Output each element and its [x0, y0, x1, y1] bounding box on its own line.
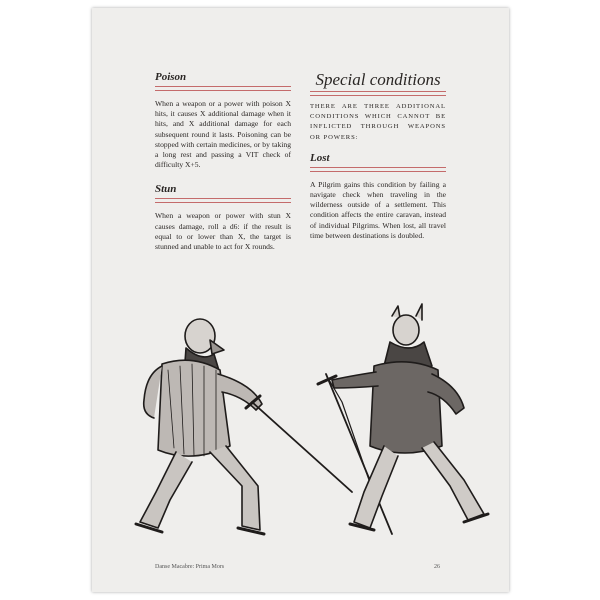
footer-book-title: Danse Macabre: Prima Mors	[155, 564, 225, 570]
book-page	[92, 8, 509, 592]
pilgrim-right-leg	[422, 442, 484, 520]
pilgrim-left-arm	[332, 372, 378, 388]
knight-figure	[136, 319, 264, 534]
pilgrim-head	[393, 315, 419, 345]
special-conditions-heading: Special conditions	[315, 70, 441, 89]
pilgrim-tunic	[370, 362, 442, 453]
poison-heading: Poison	[155, 71, 187, 83]
duel-illustration	[92, 296, 509, 548]
poison-divider	[155, 86, 291, 91]
knight-sword	[252, 402, 352, 492]
special-conditions-divider	[310, 91, 446, 96]
poison-paragraph: When a weapon or a power with poison X hits, it causes X additional damage when it hits, and X additional damage for each subsequent round it lasts. Poisoning can be stopped with certain medicines, or by taking a long rest and passing a VIT check of difficulty X+5.	[155, 99, 291, 170]
stun-paragraph: When a weapon or power with stun X causes damage, roll a d6: if the result is equal to or lower than X, the target is stunned and unable to act for X rounds.	[155, 211, 291, 252]
left-column	[155, 70, 291, 264]
knight-left-leg	[140, 452, 192, 528]
stun-heading: Stun	[155, 183, 177, 196]
special-conditions-intro: THERE ARE THREE ADDITIONAL CONDITIONS WHICH CANNOT BE INFLICTED THROUGH WEAPONS OR POWERS:	[310, 103, 446, 141]
knight-face	[210, 340, 224, 354]
stun-divider	[155, 198, 291, 203]
knight-right-leg	[210, 446, 260, 530]
lost-paragraph: A Pilgrim gains this condition by failing a navigate check when traveling in the wilderness outside of a settlement. This condition affects the entire caravan, instead of individual Pilgrims. When lost, all travel time between destinations is doubled.	[310, 179, 446, 240]
lost-heading: Lost	[310, 151, 330, 164]
footer-page-number: 26	[434, 564, 440, 570]
lost-divider	[310, 167, 446, 172]
pilgrim-figure	[332, 304, 488, 530]
right-column	[310, 70, 446, 253]
